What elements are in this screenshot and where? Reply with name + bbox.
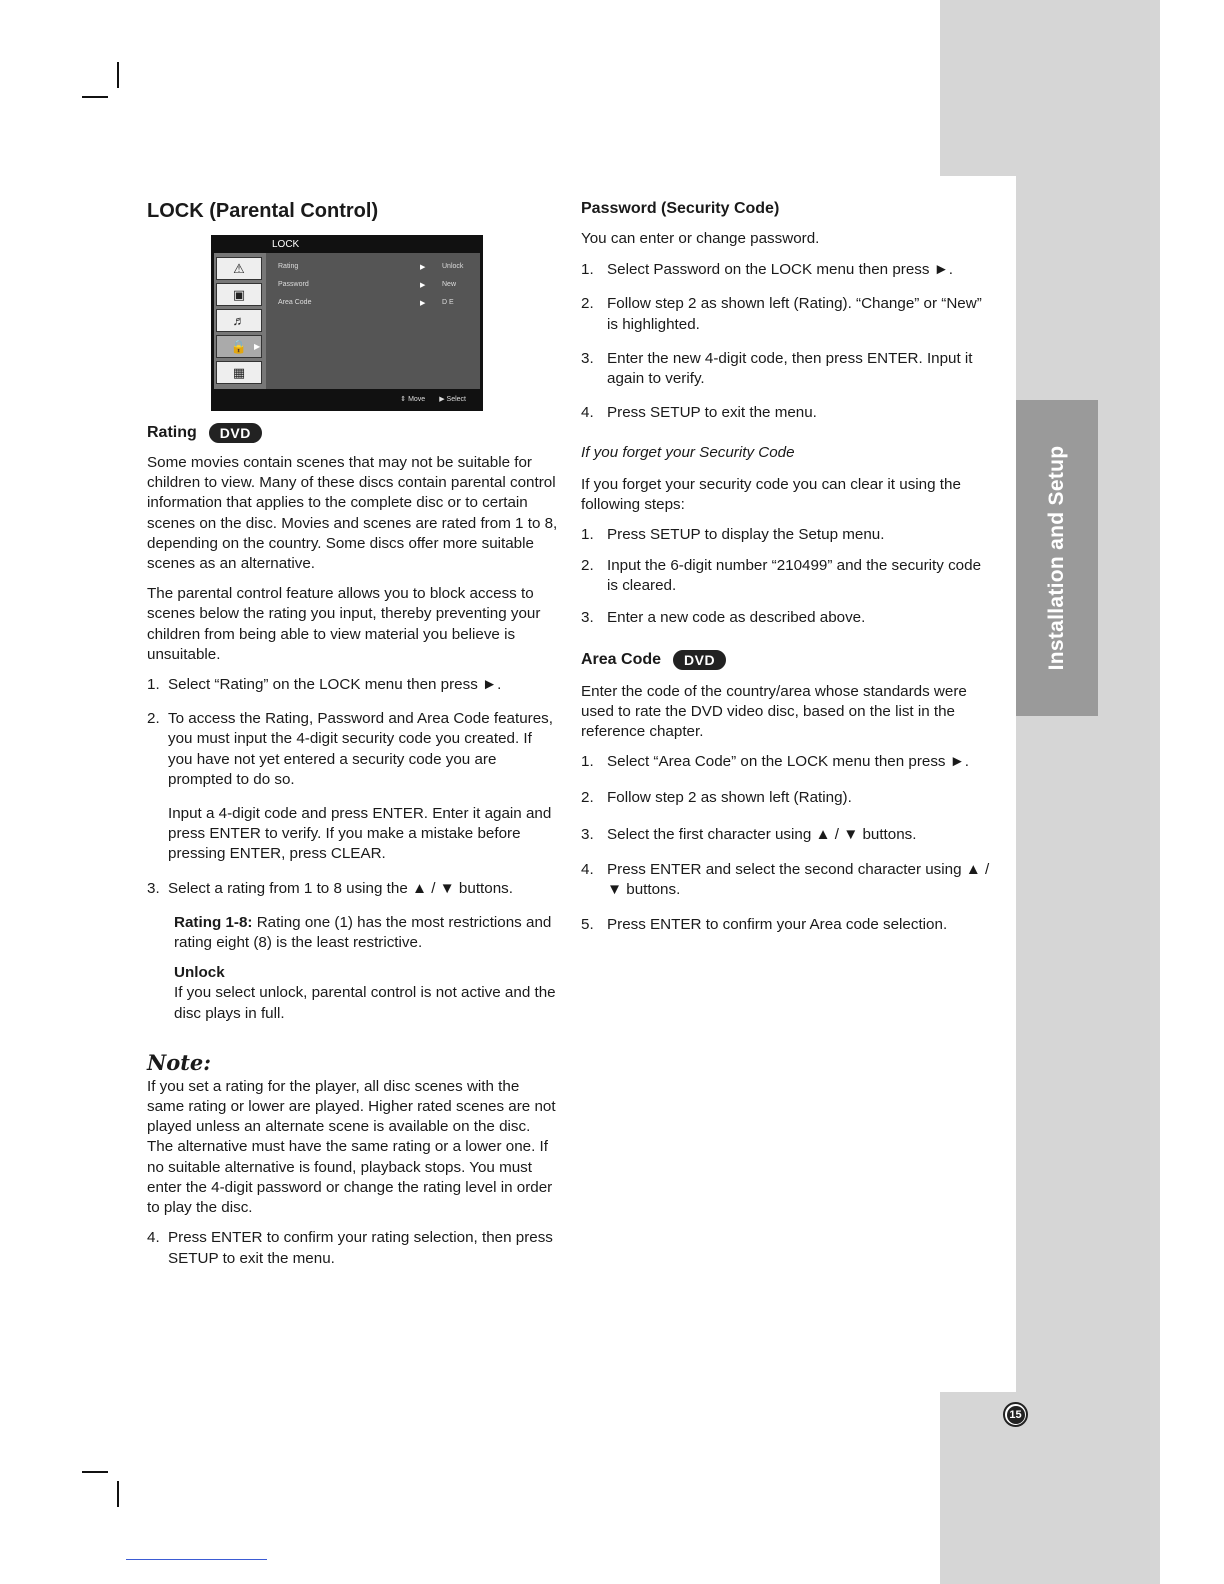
list-item: 2. To access the Rating, Password and Area Code features, you must input the 4-digit security code you created. If you have not yet entered a security code you are prompted to do so. Input a 4-digit code and press ENTER. Enter it again and press ENTER to verify. If you make a mistake before pressing ENTER, press CLEAR. [147, 709, 559, 864]
forget-intro: If you forget your security code you can clear it using the following steps: [581, 475, 961, 513]
list-item: 3. Select a rating from 1 to 8 using the ▲ / ▼ buttons. Rating 1-8: Rating one (1) has the most restrictions and rating eight (8) is the least restrictive. Unlock If you select unlock, parental control is not active and the disc plays in full. [147, 879, 559, 1024]
note-text: If you set a rating for the player, all disc scenes with the same rating or lower are played. Higher rated scenes are not played unless an alternate scene is available on the disc. The alternative must have the same rating or a lower one. If no suitable alternative is found, playback stops. You must enter the 4-digit password or change the rating level in order to play the disc. [147, 1077, 556, 1217]
crop-mark [82, 1471, 108, 1473]
rating-steps-continued [147, 1228, 559, 1268]
menu-row-value: Unlock [442, 263, 464, 270]
select-hint: ▶ Select [439, 395, 466, 403]
crop-mark [82, 96, 108, 98]
menu-row-arrow-icon: ▶ [420, 282, 426, 289]
side-band [940, 1392, 1160, 1584]
list-item: 3. Enter a new code as described above. [581, 608, 866, 626]
right-column [581, 200, 993, 936]
side-band [940, 0, 1160, 176]
list-item: 3. Select the first character using ▲ / ▼ buttons. [581, 825, 917, 843]
area-code-heading: Area Code DVD [581, 650, 993, 670]
list-item: 4. Press ENTER to confirm your rating selection, then press SETUP to exit the menu. [147, 1229, 553, 1267]
password-steps [581, 260, 993, 423]
display-icon: ▣ [216, 283, 262, 306]
list-item: 4. Press ENTER and select the second character using ▲ / ▼ buttons. [581, 861, 990, 899]
rating-range-detail: Rating 1-8: Rating one (1) has the most restrictions and rating eight (8) is the least restrictive. [174, 913, 552, 952]
crop-mark [117, 62, 119, 88]
lock-icon: 🔒 [216, 335, 262, 358]
list-item: 1. Select “Area Code” on the LOCK menu then press ►. [581, 753, 969, 771]
menu-row-label: Rating [278, 263, 299, 270]
menu-row-arrow-icon: ▶ [420, 264, 426, 271]
area-code-intro: Enter the code of the country/area whose standards were used to rate the DVD video disc, based on the list in the reference chapter. [581, 682, 967, 741]
list-item: 2. Follow step 2 as shown left (Rating). [581, 788, 852, 806]
rating-paragraph: The parental control feature allows you to block access to scenes below the rating you input, thereby preventing your children from being able to view material you believe is unsuitable. [147, 585, 541, 663]
list-item: 3. Enter the new 4-digit code, then press ENTER. Input it again to verify. [581, 349, 973, 388]
others-icon: ▦ [216, 361, 262, 384]
password-intro: You can enter or change password. [581, 230, 820, 247]
area-code-steps [581, 752, 993, 935]
menu-title: LOCK [214, 238, 480, 253]
rating-paragraph: Some movies contain scenes that may not be suitable for children to view. Many of these discs contain parental control information that applies to the complete disc or to certain scenes on the disc. Movies and scenes are rated from 1 to 8, depending on the country. Some discs offer more suitable scenes as an alternative. [147, 454, 558, 573]
menu-row-arrow-icon: ▶ [420, 300, 426, 307]
left-column [147, 200, 559, 1269]
list-item: 4. Press SETUP to exit the menu. [581, 404, 817, 422]
list-item: 2. Follow step 2 as shown left (Rating). “Change” or “New” is highlighted. [581, 295, 982, 333]
menu-panel [266, 253, 480, 389]
selected-arrow-icon: ▶ [254, 342, 261, 351]
forget-steps [581, 525, 993, 628]
menu-footer [214, 389, 480, 408]
section-tab-label: Installation and Setup [1045, 445, 1068, 671]
forget-heading: If you forget your Security Code [581, 444, 795, 462]
rating-steps [147, 675, 559, 1024]
menu-row-label: Area Code [278, 299, 312, 306]
page-title: LOCK (Parental Control) [147, 200, 379, 222]
crop-mark [117, 1481, 119, 1507]
list-item: 1. Select Password on the LOCK menu then press ►. [581, 261, 953, 279]
move-hint: ⇕ Move [400, 395, 426, 403]
menu-row-value: New [442, 281, 457, 288]
list-item: 1. Press SETUP to display the Setup menu. [581, 526, 885, 544]
lock-menu-screenshot [211, 235, 483, 411]
dvd-badge: DVD [673, 650, 726, 670]
menu-row-label: Password [278, 281, 309, 288]
unlock-detail: Unlock If you select unlock, parental control is not active and the disc plays in full. [174, 964, 556, 1022]
rating-icon: ⚠ [216, 257, 262, 280]
list-item: 2. Input the 6-digit number “210499” and the security code is cleared. [581, 557, 982, 595]
rating-heading: Rating DVD [147, 423, 559, 443]
password-heading: Password (Security Code) [581, 200, 780, 217]
page-number: 15 [1003, 1402, 1028, 1427]
footer-rule [126, 1559, 267, 1560]
menu-icon-column [214, 253, 266, 389]
list-item: 5. Press ENTER to confirm your Area code selection. [581, 916, 948, 934]
dvd-badge: DVD [209, 423, 262, 443]
audio-icon: ♬ [216, 309, 262, 332]
list-item: 1. Select “Rating” on the LOCK menu then press ►. [147, 676, 502, 694]
list-item-detail: Input a 4-digit code and press ENTER. Enter it again and press ENTER to verify. If you make a mistake before pressing ENTER, press CLEAR. [168, 805, 552, 863]
menu-row-value: D E [442, 299, 454, 306]
side-band [1016, 176, 1160, 1392]
note-title: Note: [147, 1049, 212, 1075]
